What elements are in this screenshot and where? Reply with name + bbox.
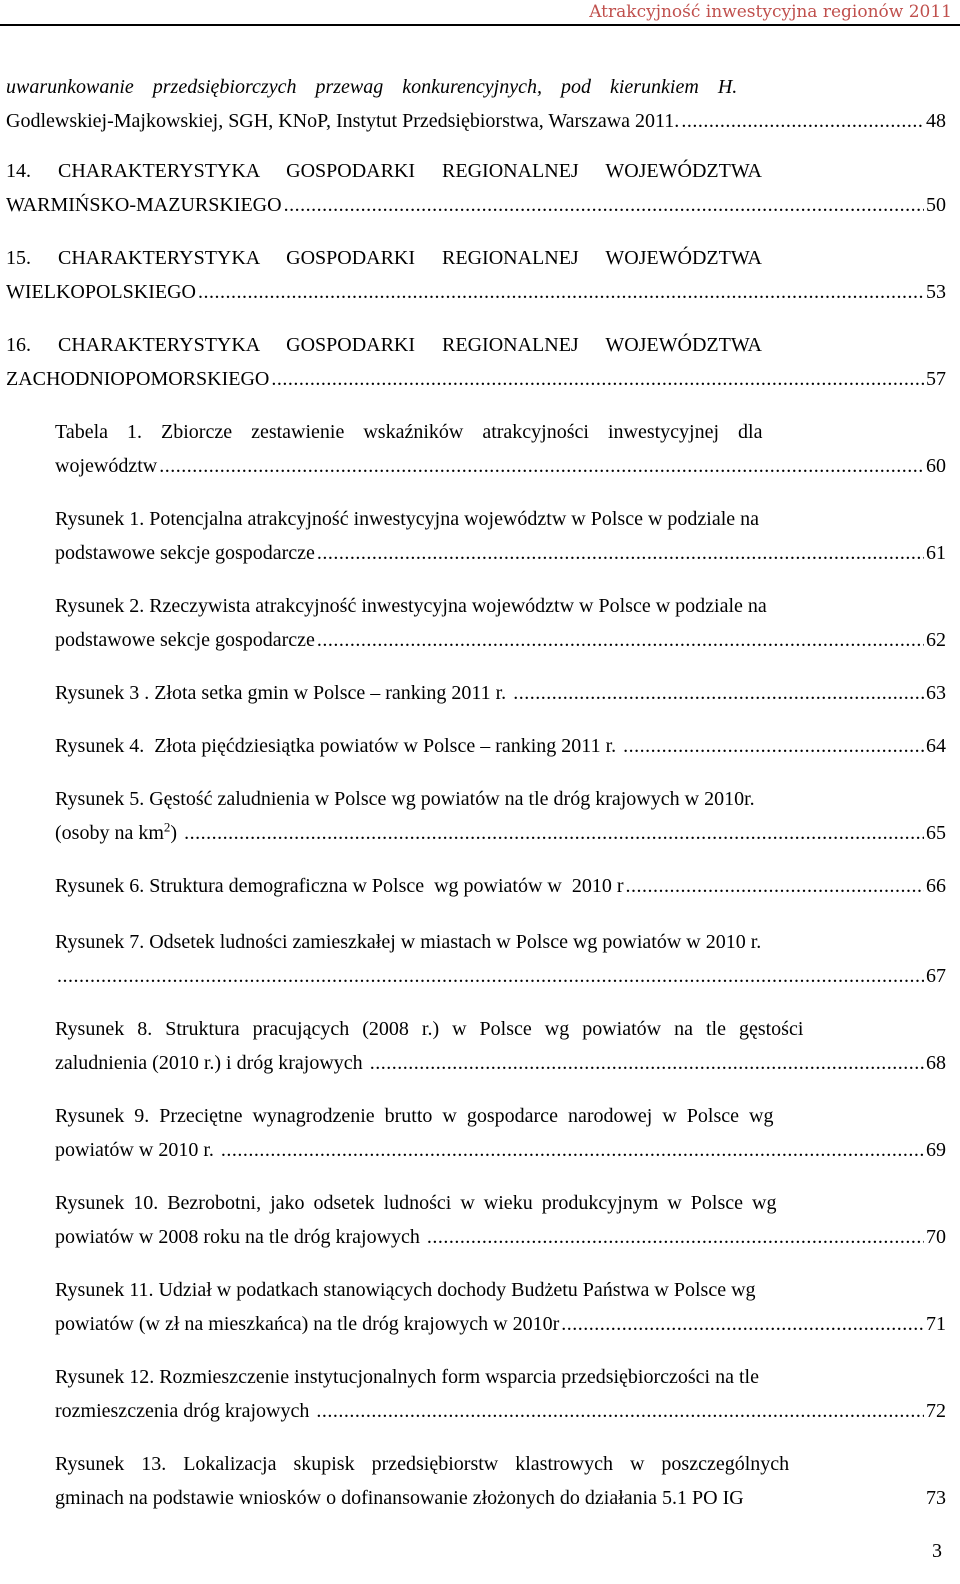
toc-entry-line2 [6, 362, 946, 396]
toc-entry-line2 [55, 536, 946, 570]
toc-entry-text: Rysunek 2. Rzeczywista atrakcyjność inwestycyjna województw w Polsce w podziale na [55, 595, 767, 617]
toc-page-number: 68 [926, 1052, 946, 1074]
toc-leader-dots [317, 536, 924, 570]
toc-entry-text: rozmieszczenia dróg krajowych [55, 1400, 315, 1422]
toc-entry-text: Rysunek 1. Potencjalna atrakcyjność inwestycyjna województw w Polsce w podziale na [55, 508, 760, 530]
toc-entry-line [55, 729, 946, 763]
toc-entry-line1 [55, 1360, 946, 1394]
toc-entry-line2 [55, 1046, 946, 1080]
toc-entry-15[interactable] [6, 241, 946, 309]
toc-entry-text: uwarunkowanie przedsiębiorczych przewag konkurencyjnych, pod kierunkiem H. [6, 76, 738, 98]
toc-leader-dots [370, 1046, 924, 1080]
toc-entry-text: powiatów w 2008 roku na tle dróg krajowych [55, 1226, 425, 1248]
toc-entry-text: Godlewskiej-Majkowskiej, SGH, KNoP, Instytut Przedsiębiorstwa, Warszawa 2011. [6, 110, 680, 132]
toc-page-number: 72 [926, 1400, 946, 1422]
toc-page-number: 66 [926, 875, 946, 897]
toc-entry-line2 [6, 275, 946, 309]
toc-entry-line2 [55, 1133, 946, 1167]
toc-entry-text: Rysunek 10. Bezrobotni, jako odsetek ludności w wieku produkcyjnym w Polsce wg [55, 1192, 777, 1214]
toc-entry-line2 [55, 1394, 946, 1428]
toc-entry-line2 [55, 449, 946, 483]
toc-page-number: 65 [926, 822, 946, 844]
toc-entry-text: Tabela 1. Zbiorcze zestawienie wskaźników atrakcyjności inwestycyjnej dla [55, 421, 763, 443]
toc-entry-text: ZACHODNIOPOMORSKIEGO [6, 368, 270, 390]
toc-entry-line1 [55, 415, 946, 449]
toc-page-number: 48 [926, 110, 946, 132]
toc-entry-line2 [55, 1481, 946, 1515]
toc-leader-dots [561, 1307, 924, 1341]
toc-leader-dots [623, 729, 924, 763]
toc-entry-line2 [55, 816, 946, 850]
toc-leader-dots [184, 816, 924, 850]
toc-entry-text: Rysunek 5. Gęstość zaludnienia w Polsce wg powiatów na tle dróg krajowych w 2010r. [55, 788, 755, 810]
toc-entry-rysunek-8[interactable] [55, 1012, 946, 1080]
toc-entry-rysunek-5[interactable] [55, 782, 946, 850]
toc-entry-line2 [55, 959, 946, 993]
toc-entry-line1 [55, 1012, 946, 1046]
toc-entry-rysunek-12[interactable] [55, 1360, 946, 1428]
toc-page-number: 67 [926, 965, 946, 987]
toc-entry-line1 [6, 241, 946, 275]
toc-entry-line1 [55, 1099, 946, 1133]
toc-leader-dots [284, 188, 924, 222]
toc-entry-text: powiatów w 2010 r. [55, 1139, 219, 1161]
toc-entry-rysunek-6[interactable] [55, 869, 946, 903]
toc-entry-line1 [6, 154, 946, 188]
toc-page-number: 62 [926, 629, 946, 651]
superscript: 2 [163, 819, 171, 835]
toc-entry-line [55, 869, 946, 903]
toc-page-number: 57 [926, 368, 946, 390]
toc-entry-line2 [6, 104, 946, 138]
toc-entry-line2 [6, 188, 946, 222]
toc-entry-rysunek-7[interactable] [55, 925, 946, 993]
toc-entry-text: Rysunek 8. Struktura pracujących (2008 r.) w Polsce wg powiatów na tle gęstości [55, 1018, 804, 1040]
toc-entry-line1 [55, 925, 946, 959]
toc-page-number: 63 [926, 682, 946, 704]
toc-entry-line2 [55, 1220, 946, 1254]
page-number: 3 [932, 1540, 942, 1562]
toc-entry-text: powiatów (w zł na mieszkańca) na tle dróg krajowych w 2010r [55, 1313, 560, 1335]
toc-entry-text: podstawowe sekcje gospodarcze [55, 542, 315, 564]
toc-leader-dots [316, 1394, 924, 1428]
toc-page-number: 61 [926, 542, 946, 564]
toc-page-number: 64 [926, 735, 946, 757]
toc-leader-dots [198, 275, 924, 309]
toc-leader-dots [159, 449, 924, 483]
toc-entry-text: Rysunek 6. Struktura demograficzna w Polsce wg powiatów w 2010 r [55, 875, 624, 897]
toc-entry-16[interactable] [6, 328, 946, 396]
toc-entry-line1 [6, 70, 946, 104]
toc-entry-rysunek-13[interactable] [55, 1447, 946, 1515]
toc-entry-rysunek-4[interactable] [55, 729, 946, 763]
header-rule [0, 24, 960, 26]
toc-page-number: 71 [926, 1313, 946, 1335]
toc-entry-line2 [55, 1307, 946, 1341]
toc-entry-rysunek-9[interactable] [55, 1099, 946, 1167]
toc-entry-text-after: ) [170, 822, 183, 844]
toc-entry-text: podstawowe sekcje gospodarcze [55, 629, 315, 651]
toc-page-number: 70 [926, 1226, 946, 1248]
toc-entry-continuation[interactable] [6, 70, 946, 138]
toc-entry-text [55, 816, 182, 850]
toc-entry-text: 14. CHARAKTERYSTYKA GOSPODARKI REGIONALNEJ WOJEWÓDZTWA [6, 160, 762, 182]
toc-entry-text: WARMIŃSKO-MAZURSKIEGO [6, 194, 282, 216]
toc-entry-line2 [55, 623, 946, 657]
toc-entry-line1 [55, 1273, 946, 1307]
toc-entry-line1 [6, 328, 946, 362]
header-title: Atrakcyjność inwestycyjna regionów 2011 [589, 2, 952, 22]
toc-entry-text-main: (osoby na km [55, 822, 164, 844]
toc-page-number: 53 [926, 281, 946, 303]
toc-page-number: 50 [926, 194, 946, 216]
toc-entry-line [55, 676, 946, 710]
toc-entry-line1 [55, 589, 946, 623]
toc-page-number: 60 [926, 455, 946, 477]
toc-entry-text: 16. CHARAKTERYSTYKA GOSPODARKI REGIONALNEJ WOJEWÓDZTWA [6, 334, 762, 356]
toc-entry-rysunek-3[interactable] [55, 676, 946, 710]
toc-leader-dots [271, 362, 924, 396]
toc-entry-line1 [55, 1447, 946, 1481]
toc-page-number: 73 [926, 1487, 946, 1509]
toc-entry-line1 [55, 1186, 946, 1220]
toc-entry-text: Rysunek 13. Lokalizacja skupisk przedsiębiorstw klastrowych w poszczególnych [55, 1453, 790, 1475]
toc-leader-dots [681, 104, 924, 138]
toc-leader-dots [317, 623, 924, 657]
toc-entry-text: Rysunek 7. Odsetek ludności zamieszkałej w miastach w Polsce wg powiatów w 2010 r. [55, 931, 762, 953]
toc-leader-dots [221, 1133, 924, 1167]
toc-entry-rysunek-2[interactable] [55, 589, 946, 657]
toc-entry-rysunek-10[interactable] [55, 1186, 946, 1254]
toc-entry-text: województw [55, 455, 158, 477]
toc-entry-text: Rysunek 3 . Złota setka gmin w Polsce – ranking 2011 r. [55, 682, 512, 704]
toc-entry-text: Rysunek 12. Rozmieszczenie instytucjonalnych form wsparcia przedsiębiorczości na tle [55, 1366, 759, 1388]
toc-entry-text: Rysunek 11. Udział w podatkach stanowiących dochody Budżetu Państwa w Polsce wg [55, 1279, 756, 1301]
toc-entry-tabela-1[interactable] [55, 415, 946, 483]
toc-entry-text: WIELKOPOLSKIEGO [6, 281, 196, 303]
page-header [0, 0, 960, 22]
toc-entry-text: Rysunek 4. Złota pięćdziesiątka powiatów w Polsce – ranking 2011 r. [55, 735, 622, 757]
toc-leader-dots [427, 1220, 924, 1254]
toc-entry-text: gminach na podstawie wniosków o dofinansowanie złożonych do działania 5.1 PO IG [55, 1487, 744, 1509]
toc-entry-rysunek-1[interactable] [55, 502, 946, 570]
toc-entry-text: zaludnienia (2010 r.) i dróg krajowych [55, 1052, 368, 1074]
toc-entry-text: Rysunek 9. Przeciętne wynagrodzenie brutto w gospodarce narodowej w Polsce wg [55, 1105, 774, 1127]
toc-page-number: 69 [926, 1139, 946, 1161]
toc-leader-dots [626, 869, 924, 903]
toc-entry-14[interactable] [6, 154, 946, 222]
toc-entry-rysunek-11[interactable] [55, 1273, 946, 1341]
toc-leader-dots [57, 959, 924, 993]
toc-entry-text: 15. CHARAKTERYSTYKA GOSPODARKI REGIONALNEJ WOJEWÓDZTWA [6, 247, 762, 269]
toc-entry-line1 [55, 782, 946, 816]
toc-entry-line1 [55, 502, 946, 536]
toc-leader-dots [513, 676, 924, 710]
